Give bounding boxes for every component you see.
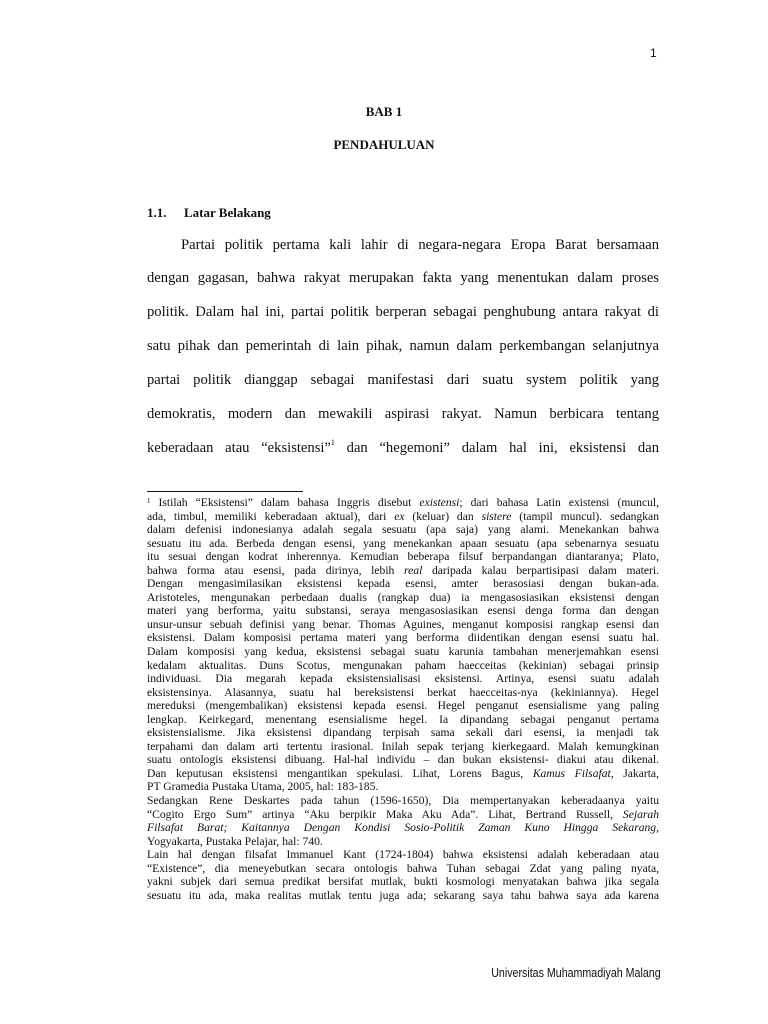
line-text: dan “hegemoni” dalam hal ini, eksistensi dan: [334, 440, 659, 456]
line-text: (tampil muncul). sedangkan: [511, 509, 659, 523]
footnote-line: individuasi. Dia megarah kepada eksistensialisasi eksistensi. Artinya, esensi suatu adalah: [147, 672, 659, 686]
paragraph-line: politik. Dalam hal ini, partai politik berperan sebagai penghubung antara rakyat di: [147, 304, 659, 320]
section-title: Latar Belakang: [184, 205, 271, 220]
paragraph-line: satu pihak dan pemerintah di lain pihak, namun dalam perkembangan selanjutnya: [147, 338, 659, 354]
footnote-line: itu sesuai dengan kodrat inherennya. Kemudian beberapa filsuf berpandangan diantaranya; Plato,: [147, 550, 659, 564]
footnote-line: [147, 821, 659, 835]
page-number: 1: [650, 46, 657, 60]
chapter-title: PENDAHULUAN: [333, 137, 435, 152]
footnote-line: Lain hal dengan filsafat Immanuel Kant (1724-1804) bahwa eksistensi adalah keberadaan atau: [147, 848, 659, 862]
line-text: (keluar) dan: [404, 509, 482, 523]
footnote-line: kedalam aktualitas. Duns Scotus, mengunakan paham haecceitas (kekinian) sebagai prinsip: [147, 658, 659, 672]
footnote: [147, 496, 659, 902]
footnote-line: Dalam komposisi yang kedua, eksistensi sebagai suatu karunia tambahan menerjemahkan esensi: [147, 645, 659, 659]
footnote-line: suatu ontologis eksistensi dibuang. Hal-hal individu – dan bukan eksistensi- diakui atau dikenal.: [147, 753, 659, 767]
line-text: ada, timbul, memiliki keberadaan aktual), dari: [147, 509, 395, 523]
footnote-line: materi yang berforma, yaitu substansi, seraya mengasosiasikan esensi denga forma dan dengan: [147, 604, 659, 618]
footnote-line: “Existence”, dia meneyebutkan secara ontologis bahwa Tuhan sebagai Zdat yang paling nyata,: [147, 861, 659, 875]
footnote-line: unsur-unsur sebuah definisi yang benar. Thomas Aguines, menganut komposisi rangkap esensi dan: [147, 617, 659, 631]
footnote-line: [147, 510, 659, 524]
paragraph-line: Partai politik pertama kali lahir di negara-negara Eropa Barat bersamaan: [181, 237, 659, 253]
chapter-label: BAB 1: [365, 104, 403, 119]
line-text: Istilah “Eksistensi” dalam bahasa Inggris disebut: [150, 496, 420, 509]
italic-term: sistere: [481, 509, 512, 523]
footnote-reference: 1: [330, 438, 335, 447]
line-text: keberadaan atau “eksistensi”: [147, 440, 331, 456]
footnote-line: dalam defenisi indonesianya adalah segala sesuatu (apa saja) yang alami. Menekankan bahwa: [147, 523, 659, 537]
paragraph-line: demokratis, modern dan mewakili aspirasi rakyat. Namun berbicara tentang: [147, 406, 659, 422]
footnote-line: PT Gramedia Pustaka Utama, 2005, hal: 183-185.: [147, 780, 379, 794]
footnote-line: Yogyakarta, Pustaka Pelajar, hal: 740.: [147, 834, 323, 848]
line-text: Jakarta,: [613, 766, 659, 780]
footnote-line: Sedangkan Rene Deskartes pada tahun (1596-1650), Dia mempertanyakan keberadaanya yaitu: [147, 794, 659, 808]
italic-term: Kamus Filsafat,: [532, 766, 614, 780]
footnote-line: [147, 564, 659, 578]
footnote-line: Dengan mengasimilasikan eksistensi kepada esensi, amter berasosiasi dengan bukan-ada.: [147, 577, 659, 591]
section-heading: [147, 205, 271, 221]
footnote-line: sesuatu itu ada, maka realitas mutlak tentu juga ada; sekarang saya tahu bahwa saya ada karena: [147, 888, 659, 902]
footnote-line: eksistensi. Dalam komposisi pertama materi yang berforma diidentikan dengan esensi suatu hal.: [147, 631, 659, 645]
italic-term: Filsafat Barat; Kaitannya Dengan Kondisi Sosio-Politik Zaman Kuno Hingga Sekarang,: [147, 821, 659, 835]
footnote-line: eksistensinya. Alasannya, suatu hal bereksistensi berkat haecceitas-nya (kekiniannya). Hegel: [147, 685, 659, 699]
footnote-line: eksistensialisme. Jika eksistensi dipandang terpisah sama sekali dari esensi, ia menjadi tak: [147, 726, 659, 740]
footnote-line: sesuatu itu ada. Berbeda dengan esensi, yang menekankan apaan sesuatu (apa sebenarnya sesuatu: [147, 536, 659, 550]
italic-term: ex: [394, 509, 405, 523]
line-text: Dan keputusan eksistensi mengantikan spekulasi. Lihat, Lorens Bagus,: [147, 766, 533, 780]
line-text: daripada kalau berpartisipasi dalam materi.: [422, 563, 660, 577]
italic-term: Sejarah: [622, 807, 659, 821]
paragraph-line: [147, 438, 659, 458]
italic-term: real: [404, 563, 423, 577]
footnote-line: [147, 496, 659, 510]
paragraph-line: dengan gagasan, bahwa rakyat merupakan fakta yang menentukan dalam proses: [147, 270, 659, 286]
line-text: bahwa forma atau esensi, pada dirinya, lebih: [147, 563, 405, 577]
footnote-line: lengkap. Keirkegard, menentang esensialisme hegel. Ia dipandang sebagai penganut pertama: [147, 712, 659, 726]
line-text: ; dari bahasa Latin existensi (muncul,: [459, 496, 659, 509]
paragraph-line: partai politik dianggap sebagai manifestasi dari suatu system politik yang: [147, 372, 659, 388]
footnote-marker: 1: [147, 497, 151, 505]
footnote-line: mereduksi (mengembalikan) eksistensi kepada esensi. Hegel penganut esensialisme yang paling: [147, 699, 659, 713]
footnote-line: [147, 767, 659, 781]
section-number: 1.1.: [147, 205, 167, 220]
footnote-line: Aristoteles, mengunakan perbedaan dualis (rangkap dua) ia mengasosiasikan eksistensi dengan: [147, 590, 659, 604]
footnote-line: [147, 808, 659, 822]
footnote-separator: [147, 491, 303, 492]
footnote-line: yakni subjek dari semua predikat bersifat mutlak, bukti kosmologi menyatakan bahwa jika segala: [147, 875, 659, 889]
italic-term: existensi: [419, 496, 460, 509]
line-text: “Cogito Ergo Sum” artinya “Aku berpikir Maka Aku Ada”. Lihat, Bertrand Russell,: [147, 807, 623, 821]
footer-university-name: Universitas Muhammadiyah Malang: [491, 965, 661, 980]
footnote-line: terpahami dan dalam arti tertentu irasional. Inilah sepak terjang kierkegaard. Malah kemungkinan: [147, 739, 659, 753]
